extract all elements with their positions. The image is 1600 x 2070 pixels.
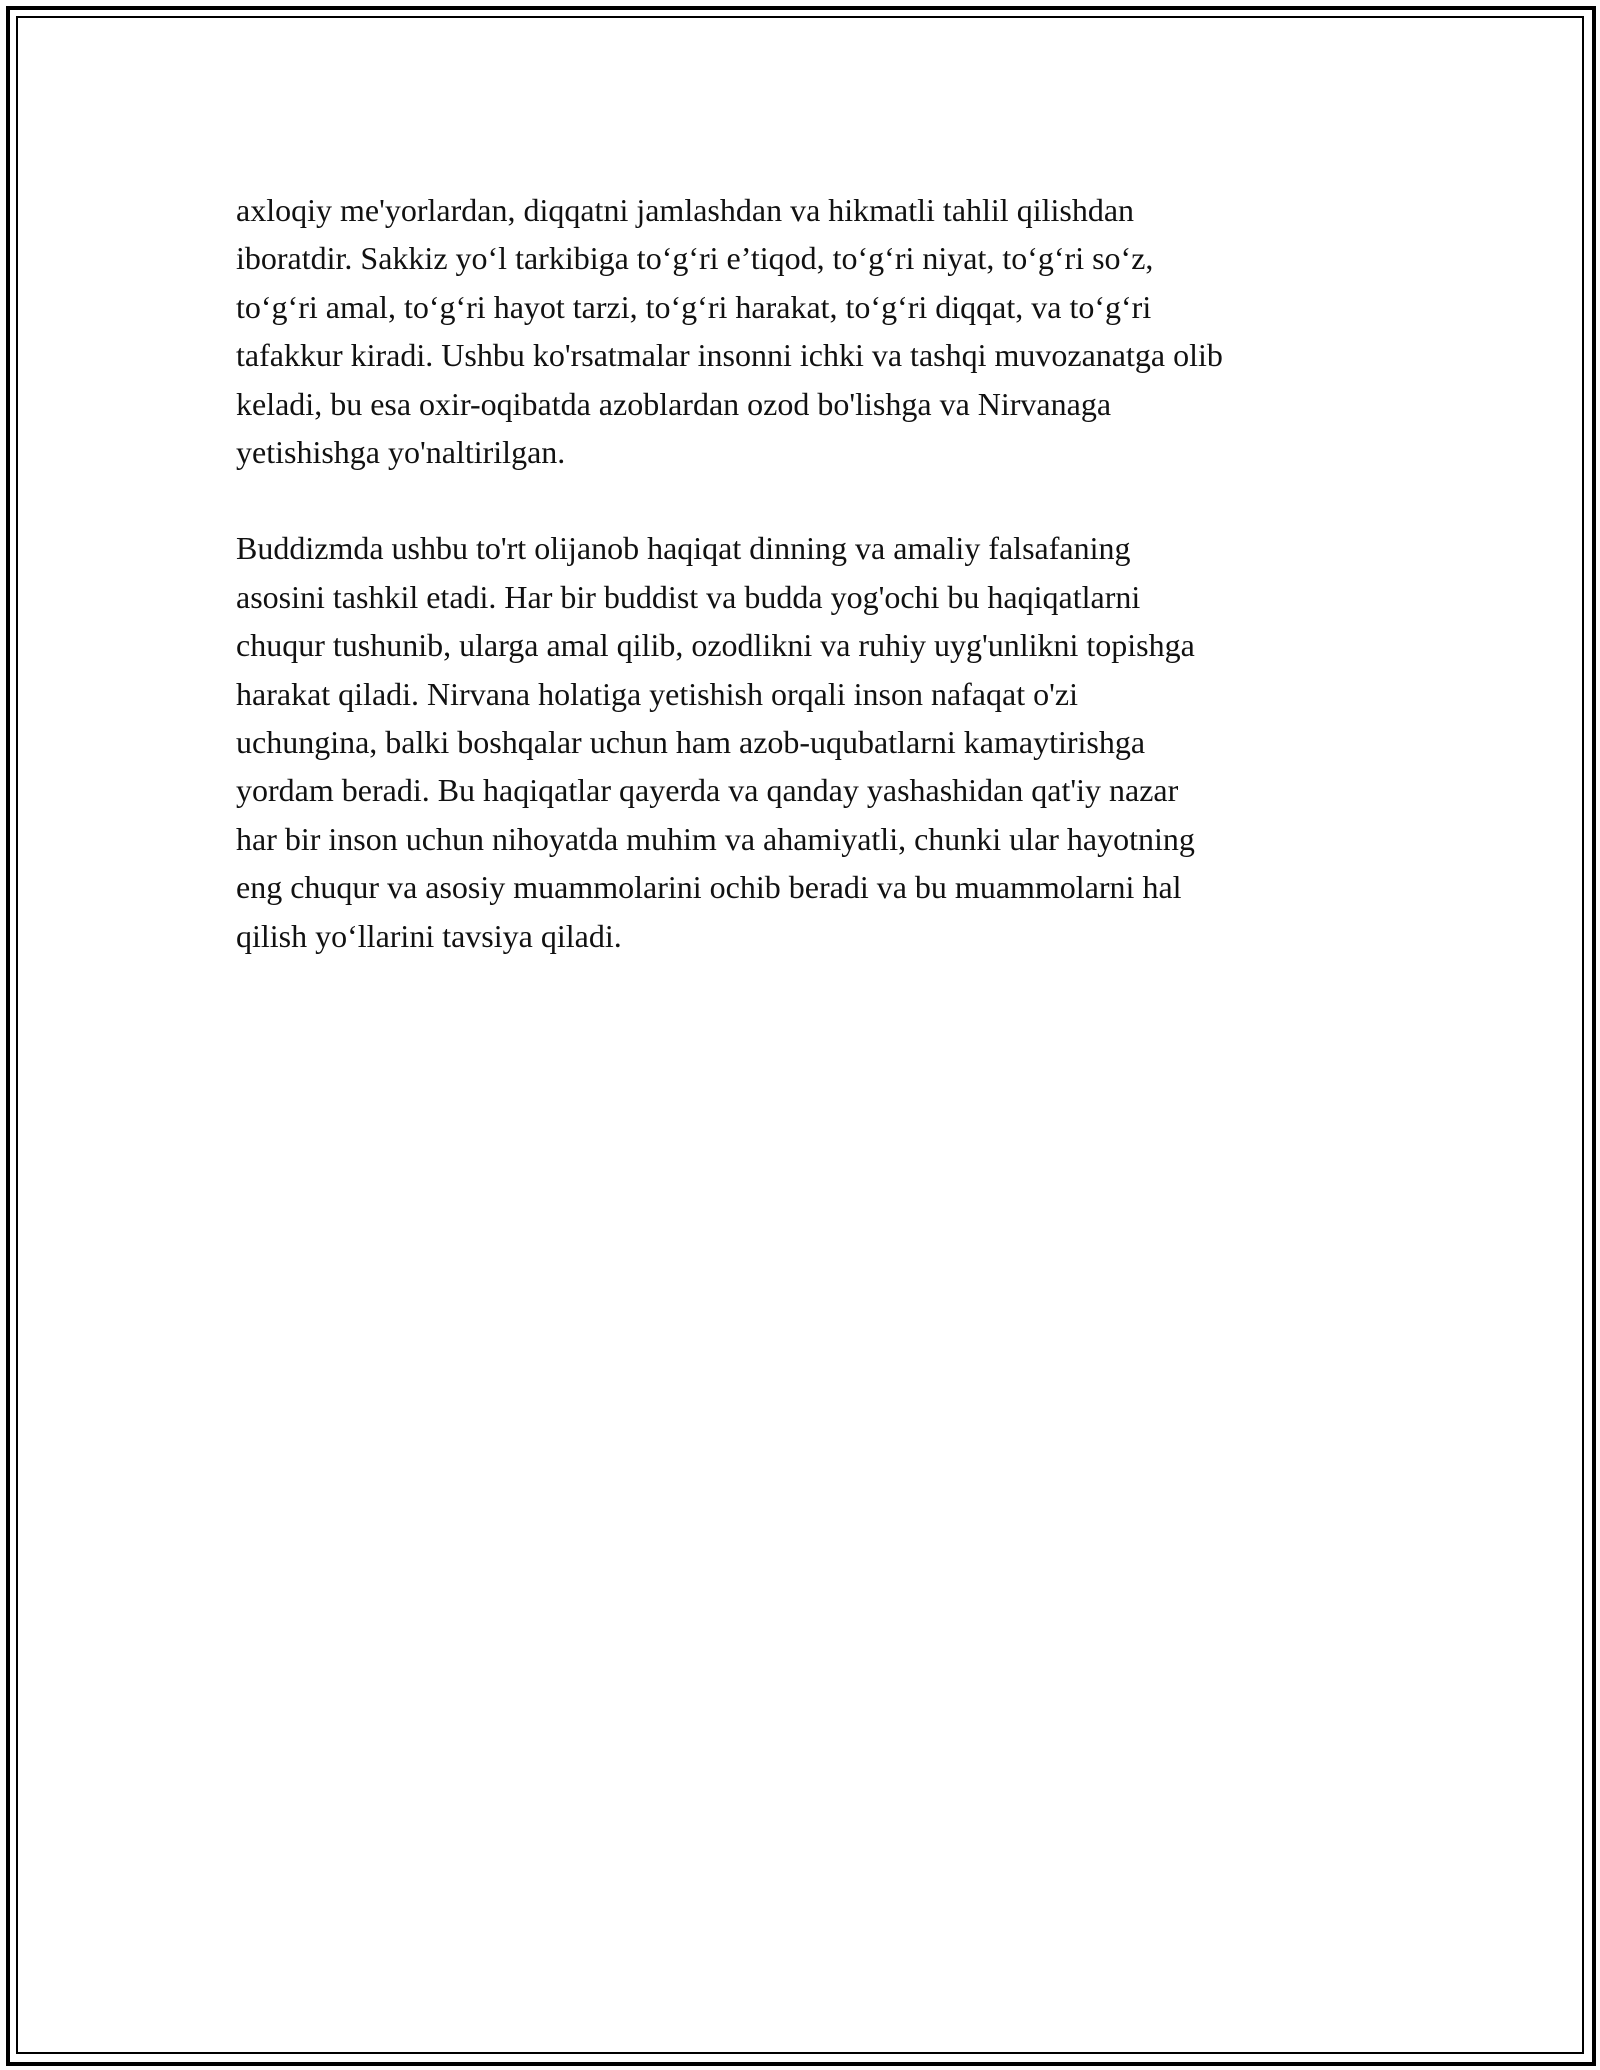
document-body — [236, 186, 1376, 1008]
paragraph-2: Buddizmda ushbu to'rt olijanob haqiqat dinning va amaliy falsafaning asosini tashkil etadi. Har bir buddist va budda yog'ochi bu haqiqatlarni chuqur tushunib, ularga amal qilib, ozodlikni va ruhiy uyg'unlikni topishga harakat qiladi. Nirvana holatiga yetishish orqali inson nafaqat o'zi uchungina, balki boshqalar uchun ham azob-uqubatlarni kamaytirishga yordam beradi. Bu haqiqatlar qayerda va qanday yashashidan qat'iy nazar har bir inson uchun nihoyatda muhim va ahamiyatli, chunki ular hayotning eng chuqur va asosiy muammolarini ochib beradi va bu muammolarni hal qilish yo‘llarini tavsiya qiladi. — [236, 530, 1195, 954]
paragraph-1: axloqiy me'yorlardan, diqqatni jamlashdan va hikmatli tahlil qilishdan iboratdir. Sakkiz yo‘l tarkibiga to‘g‘ri e’tiqod, to‘g‘ri niyat, to‘g‘ri so‘z, to‘g‘ri amal, to‘g‘ri hayot tarzi, to‘g‘ri harakat, to‘g‘ri diqqat, va to‘g‘ri tafakkur kiradi. Ushbu ko'rsatmalar insonni ichki va tashqi muvozanatga olib keladi, bu esa oxir-oqibatda azoblardan ozod bo'lishga va Nirvanaga yetishishga yo'naltirilgan. — [236, 192, 1223, 471]
